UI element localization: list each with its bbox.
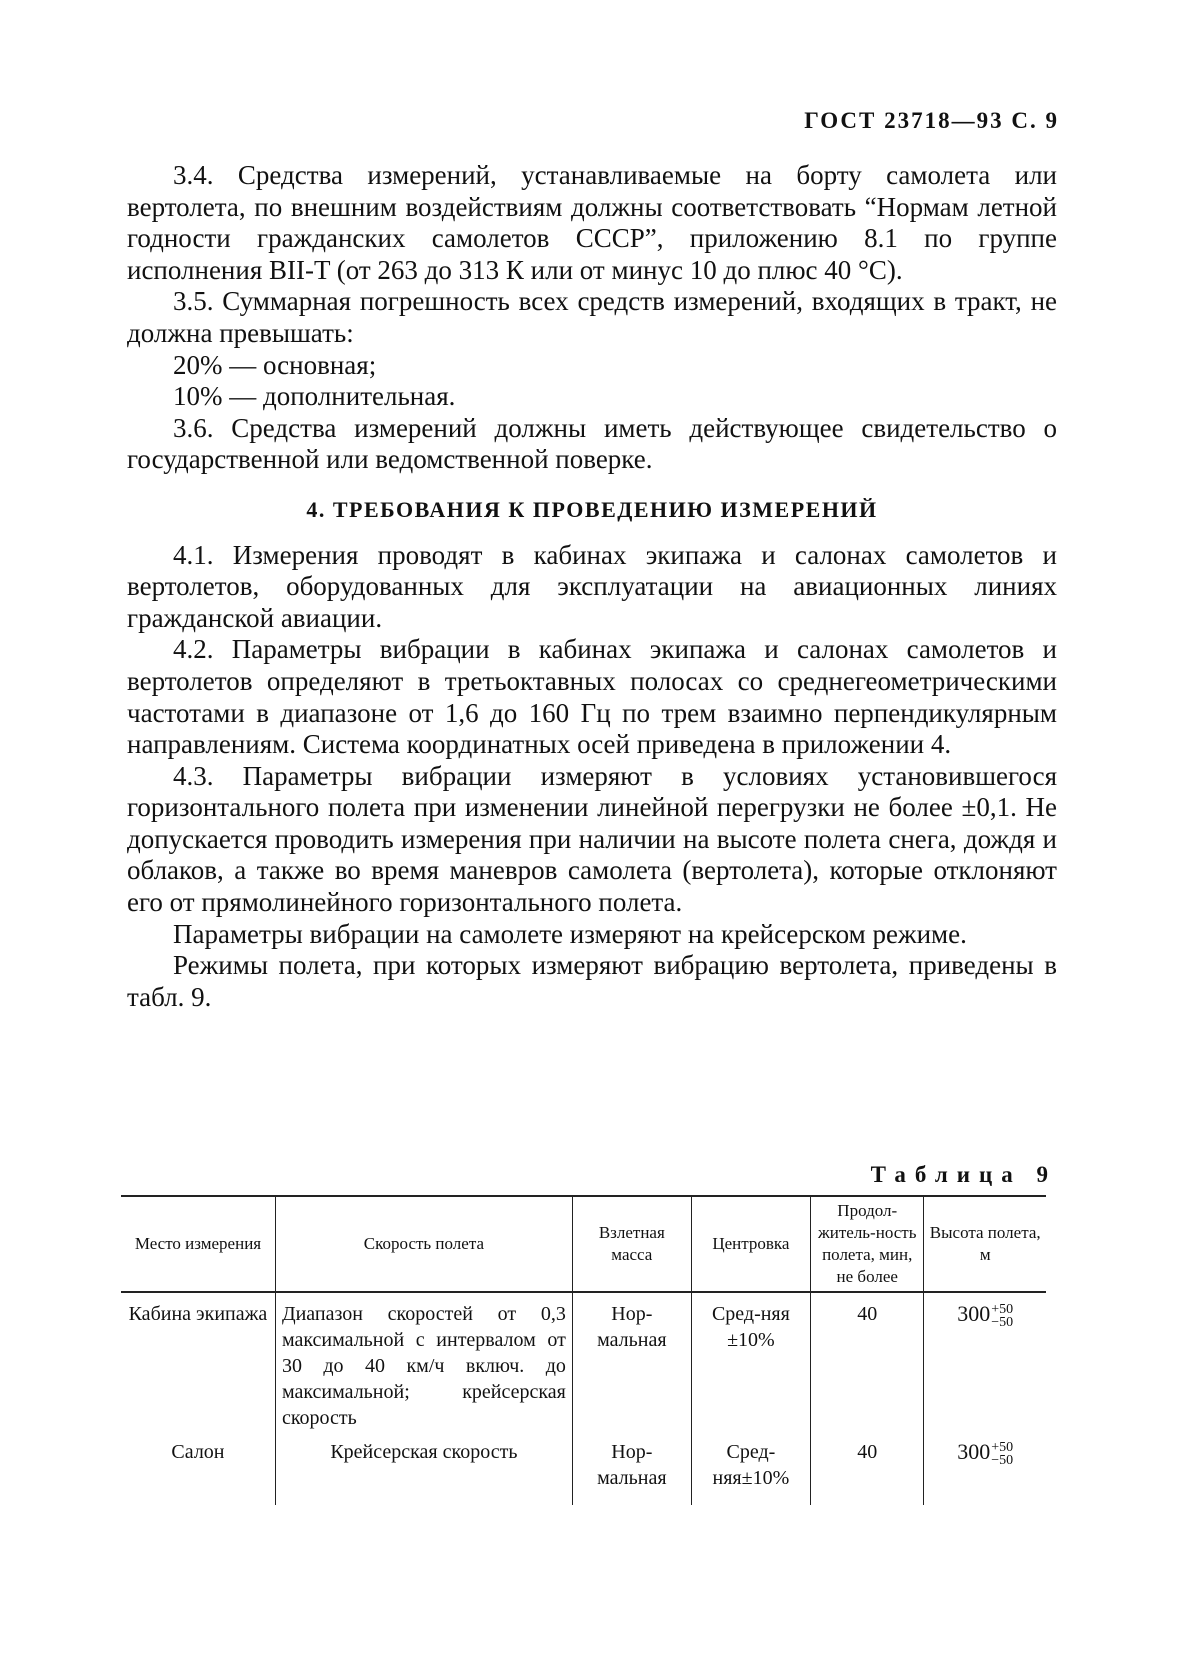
table-header-row xyxy=(121,1196,1046,1292)
altitude-value: 300 xyxy=(957,1301,991,1326)
table-row xyxy=(121,1435,1046,1505)
tolerance-minus: −50 xyxy=(991,1315,1014,1331)
cell-speed: Диапазон скоростей от 0,3 максимальной с интервалом от 30 до 40 км/ч включ. до максимальной; крейсерская скорость xyxy=(275,1292,572,1435)
cell-centering: Сред-няя ±10% xyxy=(691,1292,810,1435)
header-mass: Взлетная масса xyxy=(572,1196,691,1292)
paragraph-airplane-mode: Параметры вибрации на самолете измеряют на крейсерском режиме. xyxy=(173,918,967,949)
table-row xyxy=(121,1292,1046,1435)
cell-centering: Сред-няя±10% xyxy=(691,1435,810,1505)
paragraph-3-5: 3.5. Суммарная погрешность всех средств измерений, входящих в тракт, не должна превышать: xyxy=(127,286,1057,348)
tolerance-plus: +50 xyxy=(991,1440,1014,1456)
cell-speed: Крейсерская скорость xyxy=(275,1435,572,1505)
altitude-tolerance xyxy=(991,1441,1013,1467)
header-altitude: Высота полета, м xyxy=(924,1196,1046,1292)
cell-altitude xyxy=(924,1292,1046,1435)
body-text xyxy=(127,160,1057,1013)
header-centering: Центровка xyxy=(691,1196,810,1292)
paragraph-4-3: 4.3. Параметры вибрации измеряют в условиях установившегося горизонтального полета при изменении линейной перегрузки не более ±0,1. Не допускается проводить измерения при наличии на высоте полета снега, дождя и облаков, а также во время маневров самолета (вертолета), которые отклоняют его от прямолинейного горизонтального полета. xyxy=(127,760,1057,918)
flight-modes-table xyxy=(121,1195,1046,1505)
altitude-tolerance xyxy=(991,1303,1013,1329)
header-speed: Скорость полета xyxy=(275,1196,572,1292)
page-header: ГОСТ 23718—93 С. 9 xyxy=(804,108,1059,133)
error-main-item: 20% — основная; xyxy=(173,349,377,380)
paragraph-4-2: 4.2. Параметры вибрации в кабинах экипажа и салонах самолетов и вертолетов определяют в третьоктавных полосах со среднегеометрическими частотами в диапазоне от 1,6 до 160 Гц по трем взаимно перпендикулярным направлениям. Система координатных осей приведена в приложении 4. xyxy=(127,634,1057,760)
cell-duration: 40 xyxy=(811,1292,924,1435)
paragraph-3-6: 3.6. Средства измерений должны иметь действующее свидетельство о государственной или ведомственной поверке. xyxy=(127,412,1057,475)
cell-place: Салон xyxy=(171,1441,225,1463)
cell-place: Кабина экипажа xyxy=(128,1303,268,1325)
section-4-heading: 4. ТРЕБОВАНИЯ К ПРОВЕДЕНИЮ ИЗМЕРЕНИЙ xyxy=(306,496,878,522)
tolerance-minus: −50 xyxy=(991,1453,1014,1469)
error-additional-item: 10% — дополнительная. xyxy=(173,381,456,412)
paragraph-3-4: 3.4. Средства измерений, устанавливаемые на борту самолета или вертолета, по внешним воздействиям должны соответствовать “Нормам летной годности гражданских самолетов СССР”, приложению 8.1 по группе исполнения BII-T (от 263 до 313 К или от минус 10 до плюс 40 °С). xyxy=(127,160,1057,285)
cell-altitude xyxy=(924,1435,1046,1505)
paragraph-4-1: 4.1. Измерения проводят в кабинах экипажа и салонах самолетов и вертолетов, оборудованных для эксплуатации на авиационных линиях гражданской авиации. xyxy=(127,539,1057,633)
cell-mass: Нор-мальная xyxy=(572,1292,691,1435)
altitude-value: 300 xyxy=(957,1439,991,1464)
cell-mass: Нор-мальная xyxy=(572,1435,691,1505)
table-caption: Таблица 9 xyxy=(870,1162,1057,1187)
header-place: Место измерения xyxy=(121,1196,275,1292)
cell-duration: 40 xyxy=(811,1435,924,1505)
header-duration: Продол-житель-ность полета, мин, не более xyxy=(811,1196,924,1292)
paragraph-helicopter-modes: Режимы полета, при которых измеряют вибрацию вертолета, приведены в табл. 9. xyxy=(127,950,1057,1012)
tolerance-plus: +50 xyxy=(991,1302,1014,1318)
